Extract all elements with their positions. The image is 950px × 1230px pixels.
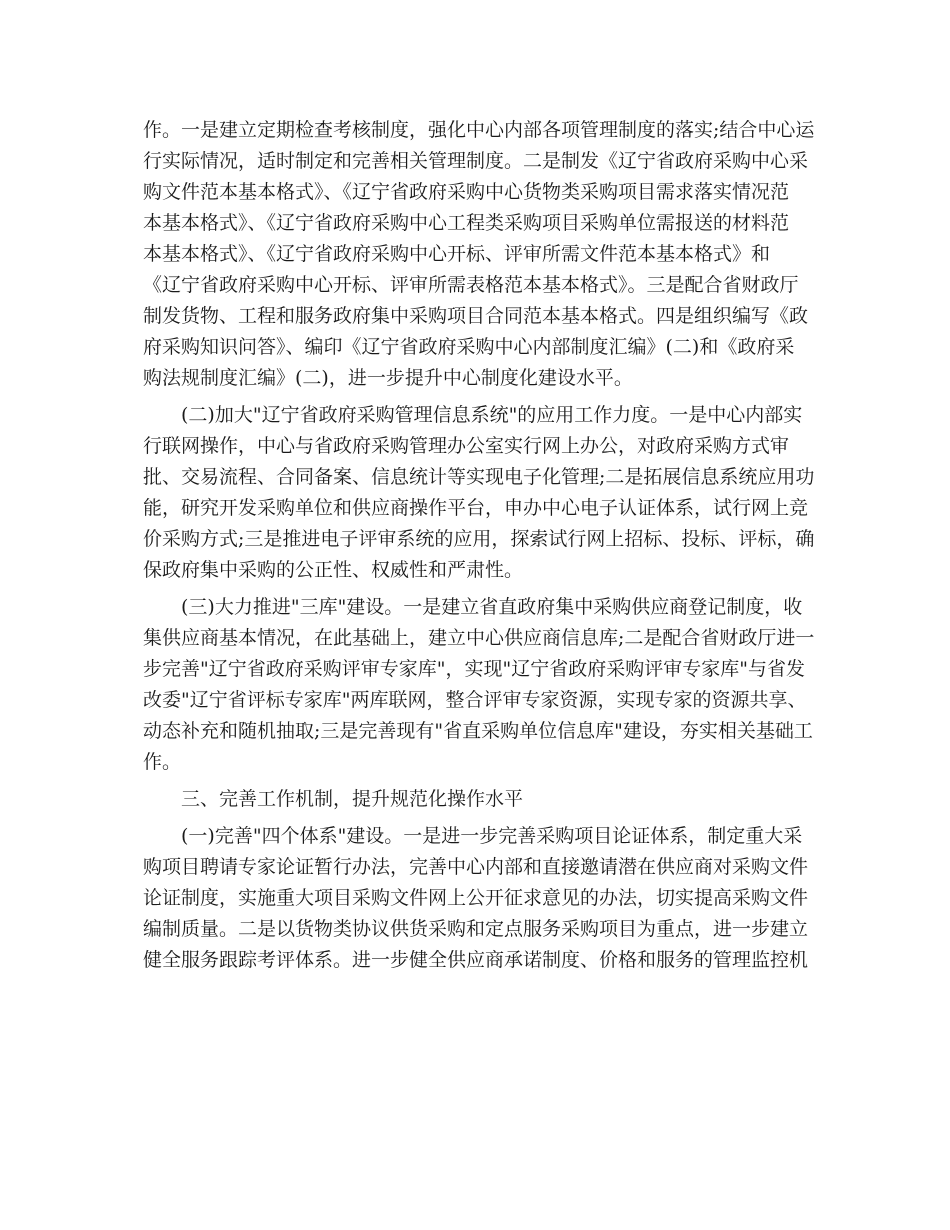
text-line: 价采购方式;三是推进电子评审系统的应用，探索试行网上招标、投标、评标，确 bbox=[143, 528, 815, 550]
text-line: 编制质量。二是以货物类协议供货采购和定点服务采购项目为重点，进一步建立 bbox=[143, 918, 809, 940]
text-line: 作。 bbox=[143, 751, 182, 773]
text-line: 健全服务跟踪考评体系。进一步健全供应商承诺制度、价格和服务的管理监控机 bbox=[143, 949, 809, 971]
text-line: 批、交易流程、合同备案、信息统计等实现电子化管理;二是拓展信息系统应用功 bbox=[143, 466, 815, 488]
text-line: 行实际情况，适时制定和完善相关管理制度。二是制发《辽宁省政府采购中心采 bbox=[143, 150, 809, 172]
text-line: 改委"辽宁省评标专家库"两库联网，整合评审专家资源，实现专家的资源共享、 bbox=[143, 689, 807, 711]
text-line: 本基本格式》、《辽宁省政府采购中心工程类采购项目采购单位需报送的材料范 bbox=[143, 212, 790, 234]
text-line: 能，研究开发采购单位和供应商操作平台，申办中心电子认证体系，试行网上竞 bbox=[143, 497, 809, 519]
text-line: 集供应商基本情况，在此基础上，建立中心供应商信息库;二是配合省财政厅进一 bbox=[143, 627, 815, 649]
text-line: 制发货物、工程和服务政府集中采购项目合同范本基本格式。四是组织编写《政 bbox=[143, 305, 809, 327]
text-line: 本基本格式》、《辽宁省政府采购中心开标、评审所需文件范本基本格式》和 bbox=[143, 243, 771, 265]
text-line: (三)大力推进"三库"建设。一是建立省直政府集中采购供应商登记制度，收 bbox=[181, 596, 803, 618]
text-line: 作。一是建立定期检查考核制度，强化中心内部各项管理制度的落实;结合中心运 bbox=[143, 119, 815, 141]
text-line: 购文件范本基本格式》、《辽宁省政府采购中心货物类采购项目需求落实情况范 bbox=[143, 181, 790, 203]
text-line: (二)加大"辽宁省政府采购管理信息系统"的应用工作力度。一是中心内部实 bbox=[181, 404, 803, 426]
section-heading: 三、完善工作机制，提升规范化操作水平 bbox=[181, 788, 524, 810]
text-line: 动态补充和随机抽取;三是完善现有"省直采购单位信息库"建设，夯实相关基础工 bbox=[143, 720, 813, 742]
text-line: 购项目聘请专家论证暂行办法，完善中心内部和直接邀请潜在供应商对采购文件 bbox=[143, 856, 809, 878]
text-line: 府采购知识问答》、编印《辽宁省政府采购中心内部制度汇编》(二)和《政府采 bbox=[143, 336, 795, 358]
document-body bbox=[143, 115, 813, 976]
text-line: 论证制度，实施重大项目采购文件网上公开征求意见的办法，切实提高采购文件 bbox=[143, 887, 809, 909]
text-line: 行联网操作，中心与省政府采购管理办公室实行网上办公，对政府采购方式审 bbox=[143, 435, 790, 457]
text-line: 购法规制度汇编》(二)，进一步提升中心制度化建设水平。 bbox=[143, 367, 633, 389]
text-line: 步完善"辽宁省政府采购评审专家库"，实现"辽宁省政府采购评审专家库"与省发 bbox=[143, 658, 805, 680]
text-line: 保政府集中采购的公正性、权威性和严肃性。 bbox=[143, 559, 524, 581]
text-line: (一)完善"四个体系"建设。一是进一步完善采购项目论证体系，制定重大采 bbox=[181, 825, 803, 847]
text-line: 《辽宁省政府采购中心开标、评审所需表格范本基本格式》。三是配合省财政厅 bbox=[143, 274, 799, 296]
